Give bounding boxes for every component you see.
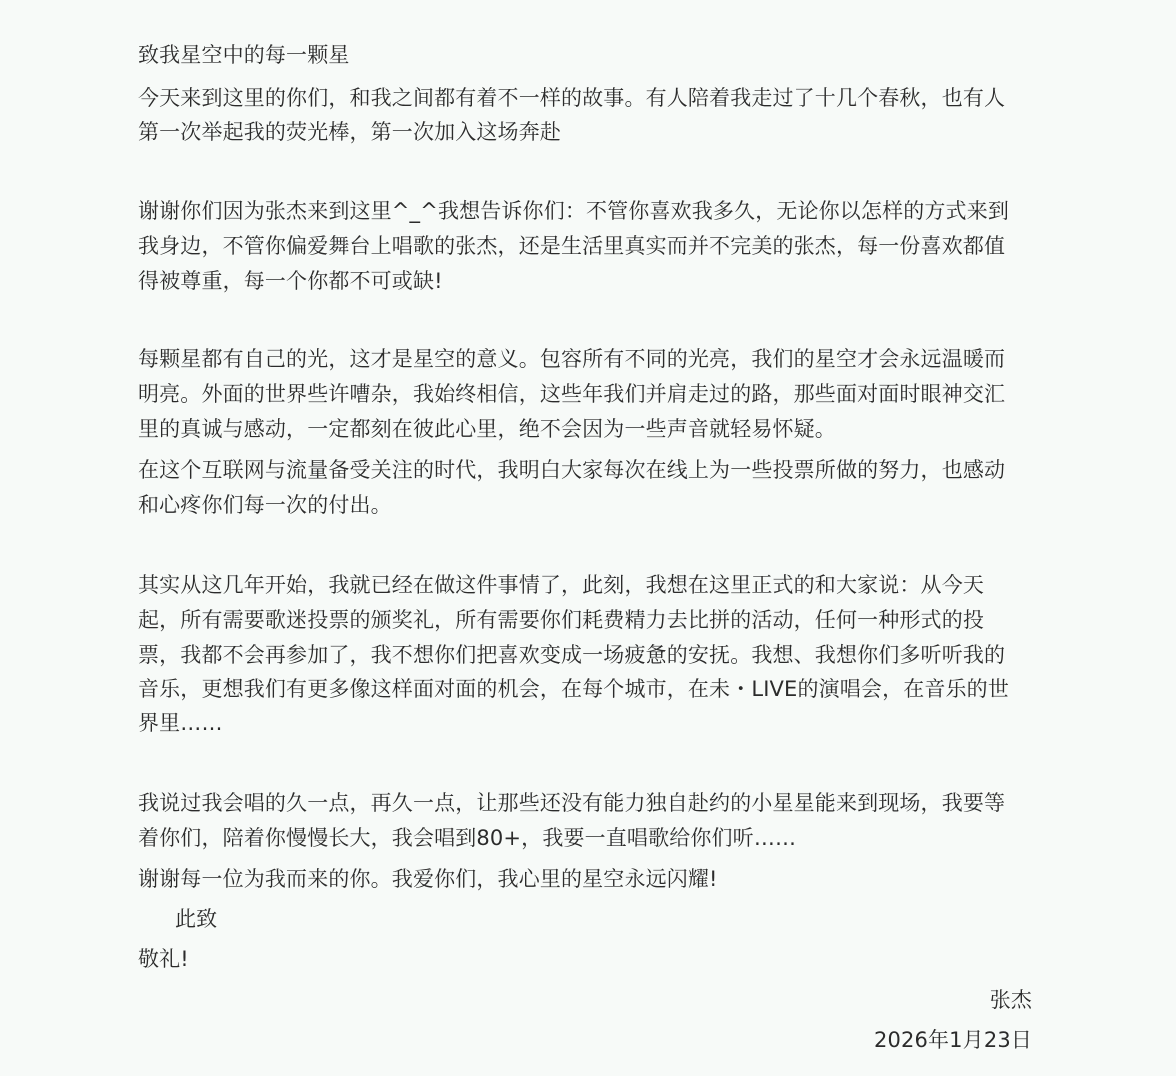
letter-line: 今天来到这里的你们，和我之间都有着不一样的故事。有人陪着我走过了十几个春秋，也有人	[138, 86, 1006, 110]
letter-line: 音乐，更想我们有更多像这样面对面的机会，在每个城市，在未・LIVE的演唱会，在音乐的世	[138, 677, 1009, 701]
letter-line: 界里……	[138, 711, 223, 735]
regards: 敬礼!	[138, 947, 189, 971]
letter-line: 里的真诚与感动，一定都刻在彼此心里，绝不会因为一些声音就轻易怀疑。	[138, 417, 836, 441]
signature: 张杰	[989, 988, 1032, 1012]
closing: 此致	[175, 907, 218, 931]
date: 2026年1月23日	[873, 1028, 1032, 1052]
letter-line: 着你们，陪着你慢慢长大，我会唱到80+，我要一直唱歌给你们听……	[138, 826, 797, 850]
letter-line: 得被尊重，每一个你都不可或缺!	[138, 269, 443, 293]
letter-line: 每颗星都有自己的光，这才是星空的意义。包容所有不同的光亮，我们的星空才会永远温暖而	[138, 347, 1006, 371]
letter-line: 明亮。外面的世界些许嘈杂，我始终相信，这些年我们并肩走过的路，那些面对面时眼神交汇	[138, 382, 1006, 406]
salutation: 致我星空中的每一颗星	[138, 43, 350, 67]
letter-line: 谢谢每一位为我而来的你。我爱你们，我心里的星空永远闪耀!	[138, 867, 718, 891]
letter-line: 第一次举起我的荧光棒，第一次加入这场奔赴	[138, 120, 561, 144]
letter-line: 在这个互联网与流量备受关注的时代，我明白大家每次在线上为一些投票所做的努力，也感动	[138, 458, 1006, 482]
letter-line: 我说过我会唱的久一点，再久一点，让那些还没有能力独自赴约的小星星能来到现场，我要等	[138, 791, 1006, 815]
letter-line: 和心疼你们每一次的付出。	[138, 493, 392, 517]
letter-line: 我身边，不管你偏爱舞台上唱歌的张杰，还是生活里真实而并不完美的张杰，每一份喜欢都值	[138, 234, 1006, 258]
letter-line: 起，所有需要歌迷投票的颁奖礼，所有需要你们耗费精力去比拼的活动，任何一种形式的投	[138, 608, 984, 632]
letter-line: 谢谢你们因为张杰来到这里^_^我想告诉你们：不管你喜欢我多久，无论你以怎样的方式来到	[138, 199, 1009, 223]
letter-line: 其实从这几年开始，我就已经在做这件事情了，此刻，我想在这里正式的和大家说：从今天	[138, 573, 984, 597]
letter-line: 票，我都不会再参加了，我不想你们把喜欢变成一场疲惫的安抚。我想、我想你们多听听我的	[138, 643, 1006, 667]
